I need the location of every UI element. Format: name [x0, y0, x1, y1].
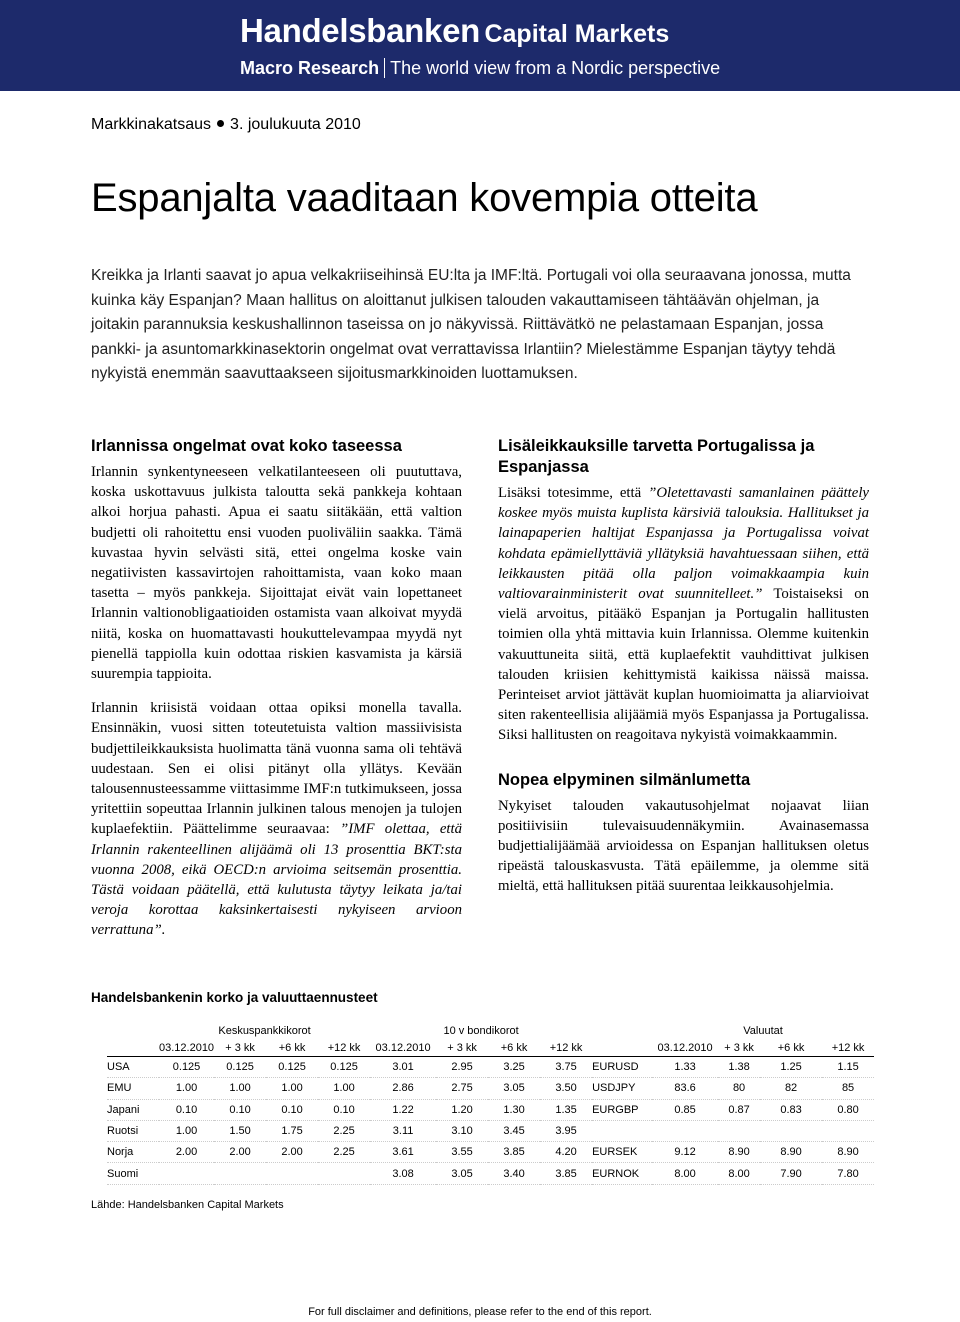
- table-row: [107, 1057, 874, 1078]
- table-row: [107, 1120, 874, 1141]
- policy-rate-cell: 0.10: [159, 1099, 214, 1120]
- country-cell: USA: [107, 1057, 159, 1078]
- fx-rate-cell: 8.90: [718, 1142, 760, 1163]
- bond-yield-cell: 2.86: [370, 1078, 436, 1099]
- bond-yield-cell: 1.22: [370, 1099, 436, 1120]
- group-currencies: Valuutat: [743, 1024, 783, 1037]
- fx-rate-cell: [822, 1120, 874, 1141]
- group-policy-rates: Keskuspankkikorot: [218, 1024, 311, 1037]
- bullet-icon: [217, 120, 224, 127]
- col-header: +12 kk: [831, 1041, 865, 1054]
- body-text: Irlannin kriisistä voidaan ottaa opiksi monella tavalla. Ensinnäkin, vuosi sitten toteutetuista valtion massiivisista budjettileikkauksista huolimatta tänä vuonna sama oli tehtävä uudestaan. Sen ei olisi pitänyt olla yllätys. Kevään talousennusteessamme viittasimme IMF:n tutkimukseen, jossa yritettiin sopeuttaa Irlannin julkinen talous menojen ja tulojen kuplaefektiin. Päättelimme seuraavaa:: [91, 700, 462, 838]
- table-row: [107, 1078, 874, 1099]
- country-cell: Japani: [107, 1099, 159, 1120]
- bond-yield-cell: 3.10: [436, 1120, 488, 1141]
- fx-rate-cell: [652, 1120, 718, 1141]
- policy-rate-cell: 2.00: [266, 1142, 318, 1163]
- country-cell: Ruotsi: [107, 1120, 159, 1141]
- table-row: [107, 1163, 874, 1184]
- bond-yield-cell: 3.45: [488, 1120, 540, 1141]
- bond-yield-cell: 3.95: [540, 1120, 592, 1141]
- country-cell: EMU: [107, 1078, 159, 1099]
- fx-rate-cell: 8.00: [718, 1163, 760, 1184]
- fx-rate-cell: 83.6: [652, 1078, 718, 1099]
- country-cell: Norja: [107, 1142, 159, 1163]
- currency-pair-cell: [592, 1120, 652, 1141]
- table-body: [107, 1057, 874, 1185]
- col-header: +12 kk: [549, 1041, 583, 1054]
- fx-rate-cell: 80: [718, 1078, 760, 1099]
- policy-rate-cell: 2.25: [318, 1142, 370, 1163]
- country-cell: Suomi: [107, 1163, 159, 1184]
- col-header: +6 kk: [278, 1041, 306, 1054]
- left-column: [91, 436, 462, 955]
- bond-yield-cell: 3.75: [540, 1057, 592, 1078]
- policy-rate-cell: 0.125: [266, 1057, 318, 1078]
- bond-yield-cell: 3.11: [370, 1120, 436, 1141]
- table-subheader: [107, 1039, 874, 1057]
- policy-rate-cell: 1.75: [266, 1120, 318, 1141]
- forecast-table: [107, 1022, 874, 1185]
- footer-disclaimer: For full disclaimer and definitions, please refer to the end of this report.: [308, 1306, 652, 1318]
- bond-yield-cell: 1.30: [488, 1099, 540, 1120]
- fx-rate-cell: 7.80: [822, 1163, 874, 1184]
- section-heading: Lisäleikkauksille tarvetta Portugalissa ja Espanjassa: [498, 437, 815, 476]
- fx-rate-cell: 0.85: [652, 1099, 718, 1120]
- policy-rate-cell: 1.00: [214, 1078, 266, 1099]
- bond-yield-cell: 2.75: [436, 1078, 488, 1099]
- bond-yield-cell: 3.61: [370, 1142, 436, 1163]
- section-label: Markkinakatsaus: [91, 116, 212, 133]
- policy-rate-cell: 0.125: [318, 1057, 370, 1078]
- currency-pair-cell: EURUSD: [592, 1057, 652, 1078]
- col-header: +12 kk: [327, 1041, 361, 1054]
- col-header: + 3 kk: [724, 1041, 754, 1054]
- bond-yield-cell: 2.95: [436, 1057, 488, 1078]
- fx-rate-cell: [718, 1120, 760, 1141]
- currency-pair-cell: USDJPY: [592, 1078, 652, 1099]
- col-header: 03.12.2010: [159, 1041, 215, 1054]
- bond-yield-cell: 1.35: [540, 1099, 592, 1120]
- unit-name: Macro Research: [240, 58, 380, 78]
- fx-rate-cell: 0.80: [822, 1099, 874, 1120]
- body-text: Lisäksi totesimme, että: [498, 485, 649, 501]
- policy-rate-cell: 1.50: [214, 1120, 266, 1141]
- policy-rate-cell: 2.25: [318, 1120, 370, 1141]
- fx-rate-cell: 0.87: [718, 1099, 760, 1120]
- col-header: 03.12.2010: [375, 1041, 431, 1054]
- bond-yield-cell: 3.85: [540, 1163, 592, 1184]
- fx-rate-cell: 1.25: [760, 1057, 822, 1078]
- bond-yield-cell: 3.55: [436, 1142, 488, 1163]
- body-paragraph: Irlannin synkentyneeseen velkatilanteeseen oli puututtava, koska uskottavuus julkista taloutta sekä pankkeja kohtaan alkoi horjua pahasti. Apua ei saatu siitäkään, että valtion budjetti oli rahoitettu ensi vuoden puoliväliin saakka. Tämä kuvastaa hyvin selvästi sitä, ettei ongelma koske vain negatiivisten kassavirtojen rahoittamista, vaan koko maan tasetta – myös pankkeja. Sijoittajat eivät vain lopettaneet Irlannin valtionobligaatioiden ostamista vaan alkoivat myydä niitä, koska on huomattavasti houkuttelevampaa myydä nyt pienellä tappiolla kuin odottaa riskien kasvamista ja kärsiä suurempia tappioita.: [91, 464, 462, 683]
- table-title: Handelsbankenin korko ja valuuttaennusteet: [91, 990, 378, 1005]
- tagline: The world view from a Nordic perspective: [390, 58, 721, 78]
- bond-yield-cell: 3.40: [488, 1163, 540, 1184]
- table-source: Lähde: Handelsbanken Capital Markets: [91, 1199, 284, 1211]
- col-header: + 3 kk: [447, 1041, 477, 1054]
- policy-rate-cell: [266, 1163, 318, 1184]
- bond-yield-cell: 3.05: [488, 1078, 540, 1099]
- bond-yield-cell: 3.08: [370, 1163, 436, 1184]
- fx-rate-cell: 8.90: [822, 1142, 874, 1163]
- lead-paragraph: Kreikka ja Irlanti saavat jo apua velkakriiseihinsä EU:lta ja IMF:ltä. Portugali voi olla seuraavana jonossa, mutta kuinka käy Espanjan? Maan hallitus on aloittanut julkisen talouden vakauttamiseen tähtäävän ohjelman, ja joitakin parannuksia keskushallinnon taseissa on jo näkyvissä. Riittävätkö ne pelastamaan Espanjan, jossa pankki- ja asuntomarkkinasektorin ongelmat ovat verrattavissa Irlantiin? Mielestämme Espanjan täytyy tehdä nykyistä enemmän saavuttaakseen sijoitusmarkkinoiden luottamuksen.: [91, 267, 851, 382]
- table-row: [107, 1099, 874, 1120]
- report-date: 3. joulukuuta 2010: [230, 116, 361, 133]
- table-group-header: [107, 1022, 874, 1039]
- quote-text: ”Oletettavasti samanlainen päättely koskee myös muista kuplista kärsiviä talouksia. Hallitukset ja lainapaperien haltijat Espanjassa ja Portugalissa voivat kohdata epämiellyttäviä yllätyksiä havahtuessaan siihen, että leikkausten pitää olla paljon voimakkaampia kuin valtiovarainministerit ovat suunnitelleet.”: [498, 485, 870, 603]
- fx-rate-cell: 1.33: [652, 1057, 718, 1078]
- body-paragraph: Nykyiset talouden vakautusohjelmat nojaavat liian positiivisiin tulevaisuudennäkymiin. Avainasemassa budjettialijäämää arvioidessa on Espanjan hallituksen oletus ripeästä talouskasvusta. Tätä epäilemme, ja olemme sitä mieltä, että hallituksen pitää suurentaa leikkausohjelmia.: [498, 797, 869, 895]
- fx-rate-cell: 0.83: [760, 1099, 822, 1120]
- policy-rate-cell: 0.10: [214, 1099, 266, 1120]
- dateline: [91, 116, 361, 134]
- policy-rate-cell: 0.10: [318, 1099, 370, 1120]
- policy-rate-cell: 2.00: [159, 1142, 214, 1163]
- policy-rate-cell: 0.125: [159, 1057, 214, 1078]
- body-text: Toistaiseksi on vielä arvoitus, pitääkö Espanjan ja Portugalin hallitusten toimien olla yhtä mittavia kuin Irlannissa. Olemme kuitenkin vakuuttuneita siitä, että kuplaefektit vauhdittivat julkisen talouden kriisien kehittymistä kaikissa näissä maissa. Perinteiset arviot jättävät kuplan huomioimatta ja aliarvioivat siten rakenteellisia alijäämiä myös Espanjassa ja Portugalissa. Siksi hallitusten on reagoitava nykyistä voimakkaammin.: [498, 586, 869, 744]
- policy-rate-cell: 1.00: [318, 1078, 370, 1099]
- fx-rate-cell: [760, 1120, 822, 1141]
- currency-pair-cell: EURNOK: [592, 1163, 652, 1184]
- policy-rate-cell: 1.00: [266, 1078, 318, 1099]
- fx-rate-cell: 9.12: [652, 1142, 718, 1163]
- brand-logo: [240, 12, 669, 50]
- fx-rate-cell: 85: [822, 1078, 874, 1099]
- bond-yield-cell: 3.50: [540, 1078, 592, 1099]
- divider: [384, 58, 385, 78]
- col-header: +6 kk: [500, 1041, 528, 1054]
- bond-yield-cell: 3.25: [488, 1057, 540, 1078]
- fx-rate-cell: 7.90: [760, 1163, 822, 1184]
- fx-rate-cell: 8.00: [652, 1163, 718, 1184]
- currency-pair-cell: EURSEK: [592, 1142, 652, 1163]
- brand-tagline-row: [240, 58, 720, 79]
- fx-rate-cell: 1.15: [822, 1057, 874, 1078]
- header-banner: [0, 0, 960, 91]
- body-paragraph: [91, 698, 462, 940]
- fx-rate-cell: 1.38: [718, 1057, 760, 1078]
- section-heading: Nopea elpyminen silmänlumetta: [498, 770, 751, 789]
- page-title: Espanjalta vaaditaan kovempia otteita: [91, 176, 758, 220]
- col-header: 03.12.2010: [657, 1041, 713, 1054]
- policy-rate-cell: 0.125: [214, 1057, 266, 1078]
- policy-rate-cell: 2.00: [214, 1142, 266, 1163]
- fx-rate-cell: 82: [760, 1078, 822, 1099]
- policy-rate-cell: [214, 1163, 266, 1184]
- group-bond-yields: 10 v bondikorot: [443, 1024, 519, 1037]
- col-header: +6 kk: [777, 1041, 805, 1054]
- body-paragraph: [498, 483, 869, 746]
- fx-rate-cell: 8.90: [760, 1142, 822, 1163]
- policy-rate-cell: 0.10: [266, 1099, 318, 1120]
- policy-rate-cell: [318, 1163, 370, 1184]
- brand-sub: Capital Markets: [484, 20, 670, 48]
- bond-yield-cell: 1.20: [436, 1099, 488, 1120]
- currency-pair-cell: EURGBP: [592, 1099, 652, 1120]
- col-header: + 3 kk: [225, 1041, 255, 1054]
- policy-rate-cell: 1.00: [159, 1078, 214, 1099]
- bond-yield-cell: 3.85: [488, 1142, 540, 1163]
- right-column: [498, 436, 869, 911]
- quote-text: ”IMF olettaa, että Irlannin rakenteellinen alijäämä oli 13 prosenttia BKT:sta vuonna 2008, eikä OECD:n arvioima seitsemän prosenttia. Tästä voidaan päätellä, että kulutusta täytyy leikata ja/tai veroja korottaa kaksinkertaisesti nykyiseen arvioon verrattuna”.: [91, 821, 463, 939]
- policy-rate-cell: 1.00: [159, 1120, 214, 1141]
- table-row: [107, 1142, 874, 1163]
- bond-yield-cell: 3.01: [370, 1057, 436, 1078]
- policy-rate-cell: [159, 1163, 214, 1184]
- section-heading: Irlannissa ongelmat ovat koko taseessa: [91, 437, 402, 455]
- brand-name: Handelsbanken: [240, 12, 481, 49]
- bond-yield-cell: 4.20: [540, 1142, 592, 1163]
- bond-yield-cell: 3.05: [436, 1163, 488, 1184]
